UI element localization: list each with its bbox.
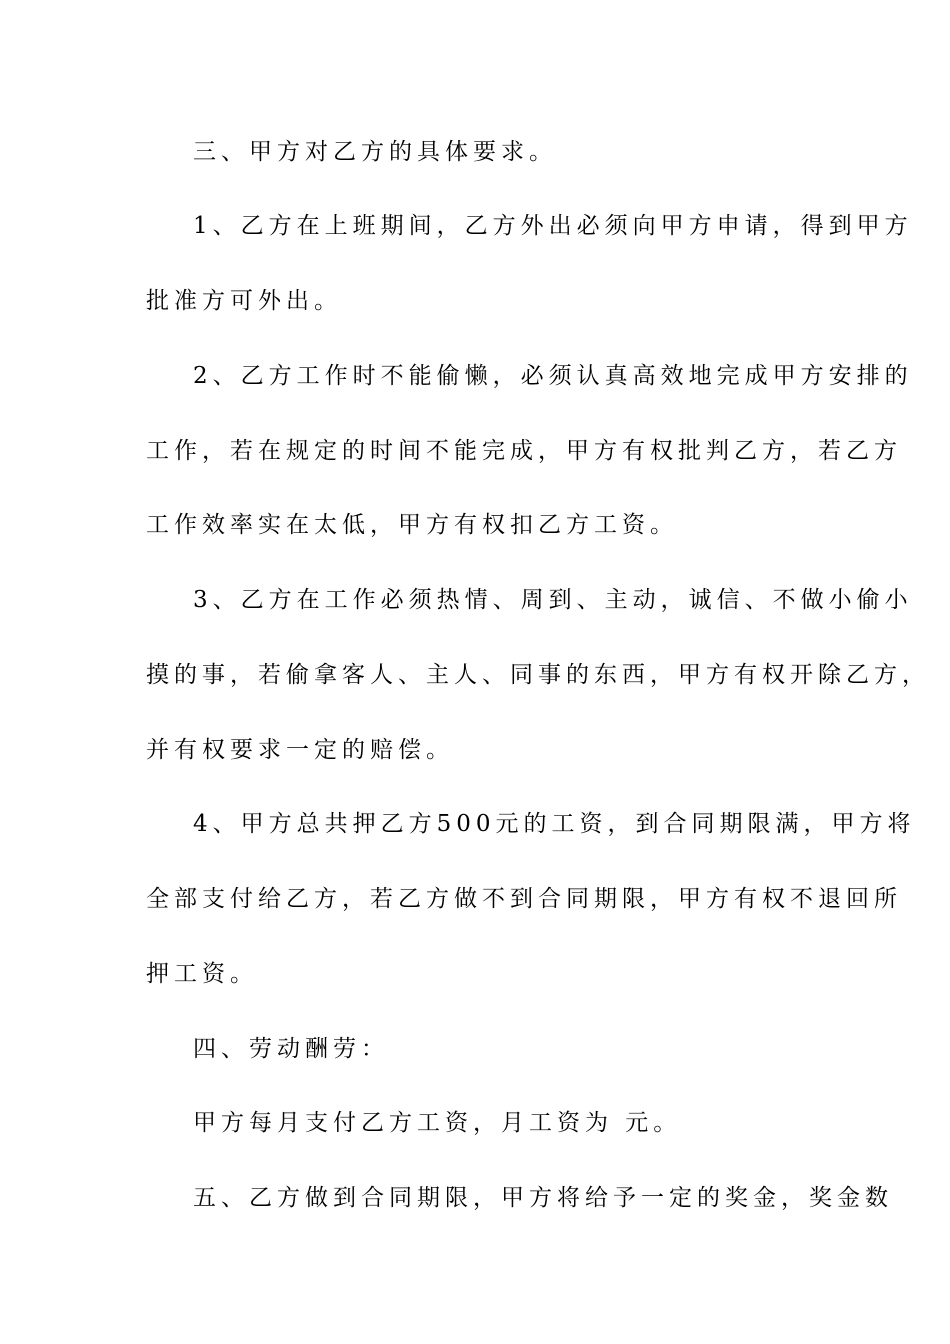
paragraph-line: 工作，若在规定的时间不能完成，甲方有权批判乙方，若乙方	[146, 438, 902, 464]
paragraph-line: 全部支付给乙方，若乙方做不到合同期限，甲方有权不退回所	[146, 886, 902, 912]
paragraph-line: 并有权要求一定的赔偿。	[146, 737, 454, 763]
paragraph-line: 摸的事，若偷拿客人、主人、同事的东西，甲方有权开除乙方，	[146, 662, 930, 688]
section-heading-3: 三、甲方对乙方的具体要求。	[193, 139, 557, 165]
paragraph-line: 4、甲方总共押乙方500元的工资，到合同期限满，甲方将	[193, 811, 916, 837]
section-heading-4: 四、劳动酬劳：	[193, 1036, 389, 1062]
paragraph-line: 3、乙方在工作必须热情、周到、主动，诚信、不做小偷小	[193, 587, 913, 613]
paragraph-line: 2、乙方工作时不能偷懒，必须认真高效地完成甲方安排的	[193, 363, 913, 389]
paragraph-line: 批准方可外出。	[146, 288, 342, 314]
section-heading-5: 五、乙方做到合同期限，甲方将给予一定的奖金，奖金数	[193, 1185, 893, 1211]
paragraph-line: 工作效率实在太低，甲方有权扣乙方工资。	[146, 512, 678, 538]
paragraph-line: 1、乙方在上班期间，乙方外出必须向甲方申请，得到甲方	[193, 213, 913, 239]
paragraph-line: 押工资。	[146, 961, 258, 987]
paragraph-line: 甲方每月支付乙方工资，月工资为 元。	[193, 1110, 682, 1136]
